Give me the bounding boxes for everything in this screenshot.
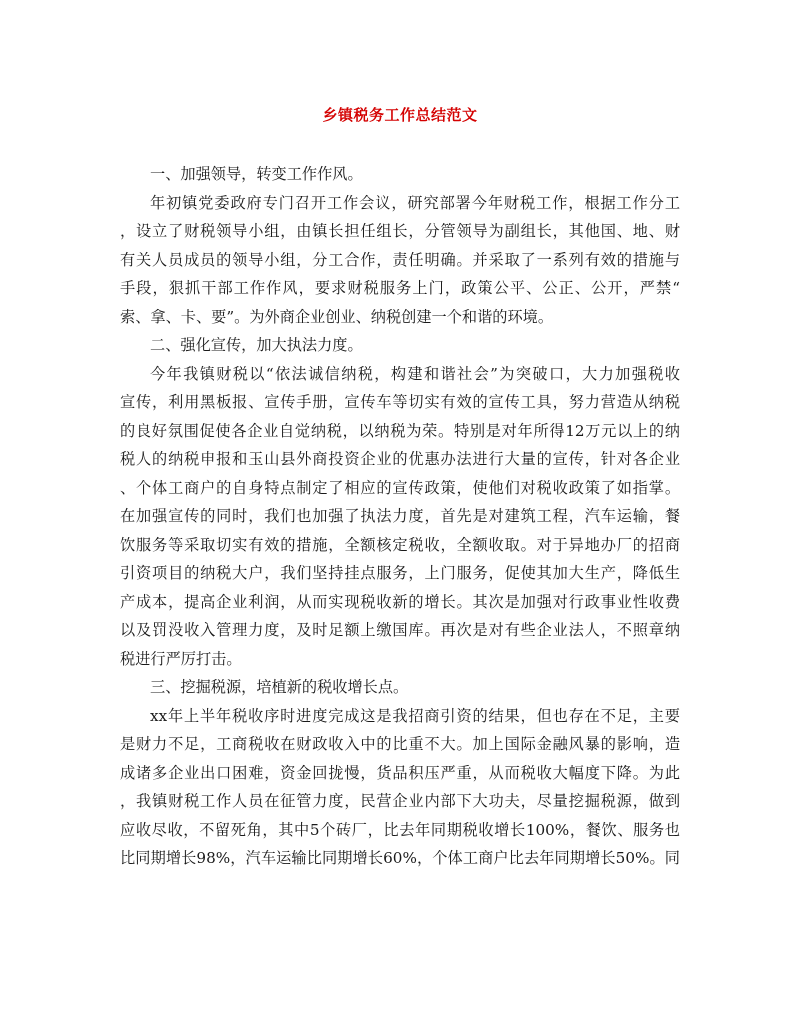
document-title: 乡镇税务工作总结范文 <box>322 106 478 124</box>
paragraph-line: 税人的纳税申报和玉山县外商投资企业的优惠办法进行大量的宣传，针对各企业 <box>120 450 680 468</box>
paragraph-line: 今年我镇财税以“依法诚信纳税，构建和谐社会”为突破口，大力加强税收 <box>150 364 680 383</box>
paragraph-line: 引资项目的纳税大户，我们坚持挂点服务，上门服务，促使其加大生产，降低生 <box>120 564 680 582</box>
paragraph-line: 是财力不足，工商税收在财政收入中的比重不大。加上国际金融风暴的影响，造 <box>120 735 680 753</box>
paragraph-line: 年初镇党委政府专门召开工作会议，研究部署今年财税工作，根据工作分工 <box>150 193 680 212</box>
paragraph-line: 宣传，利用黑板报、宣传手册，宣传车等切实有效的宣传工具，努力营造从纳税 <box>120 393 680 411</box>
paragraph-line: 税进行严厉打击。 <box>120 649 242 668</box>
paragraph-line: ，设立了财税领导小组，由镇长担任组长，分管领导为副组长，其他国、地、财 <box>120 222 680 240</box>
paragraph-line: 有关人员成员的领导小组，分工合作，责任明确。并采取了一系列有效的措施与 <box>120 250 680 269</box>
paragraph-line: 索、拿、卡、要”。为外商企业创业、纳税创建一个和谐的环境。 <box>120 307 554 326</box>
paragraph-line: 在加强宣传的同时，我们也加强了执法力度，首先是对建筑工程，汽车运输，餐 <box>120 507 680 525</box>
paragraph-line: 成诸多企业出口困难，资金回拢慢，货品积压严重，从而税收大幅度下降。为此 <box>120 763 680 782</box>
section-heading: 二、强化宣传，加大执法力度。 <box>150 336 363 354</box>
paragraph-line: 的良好氛围促使各企业自觉纳税，以纳税为荣。特别是对年所得12万元以上的纳 <box>120 421 680 440</box>
paragraph-line: 以及罚没收入管理力度，及时足额上缴国库。再次是对有些企业法人，不照章纳 <box>120 621 680 639</box>
paragraph-line: 比同期增长98%，汽车运输比同期增长60%，个体工商户比去年同期增长50%。同 <box>120 849 680 867</box>
document-body <box>120 160 680 873</box>
paragraph-line: 手段，狠抓干部工作作风，要求财税服务上门，政策公平、公正、公开，严禁“ <box>120 279 680 297</box>
paragraph-line: 应收尽收，不留死角，其中5个砖厂，比去年同期税收增长100%，餐饮、服务也 <box>120 820 680 839</box>
paragraph-line: ，我镇财税工作人员在征管力度，民营企业内部下大功夫，尽量挖掘税源，做到 <box>120 792 680 810</box>
paragraph-line: 饮服务等采取切实有效的措施，全额核定税收，全额收取。对于异地办厂的招商 <box>120 535 680 554</box>
section-heading: 三、挖掘税源，培植新的税收增长点。 <box>150 678 409 696</box>
section-heading: 一、加强领导，转变工作作风。 <box>150 165 363 183</box>
paragraph-line: 、个体工商户的自身特点制定了相应的宣传政策，使他们对税收政策了如指掌。 <box>120 478 680 497</box>
paragraph-line: xx年上半年税收序时进度完成这是我招商引资的结果，但也存在不足，主要 <box>150 706 680 725</box>
paragraph-line: 产成本，提高企业利润，从而实现税收新的增长。其次是加强对行政事业性收费 <box>120 592 680 611</box>
